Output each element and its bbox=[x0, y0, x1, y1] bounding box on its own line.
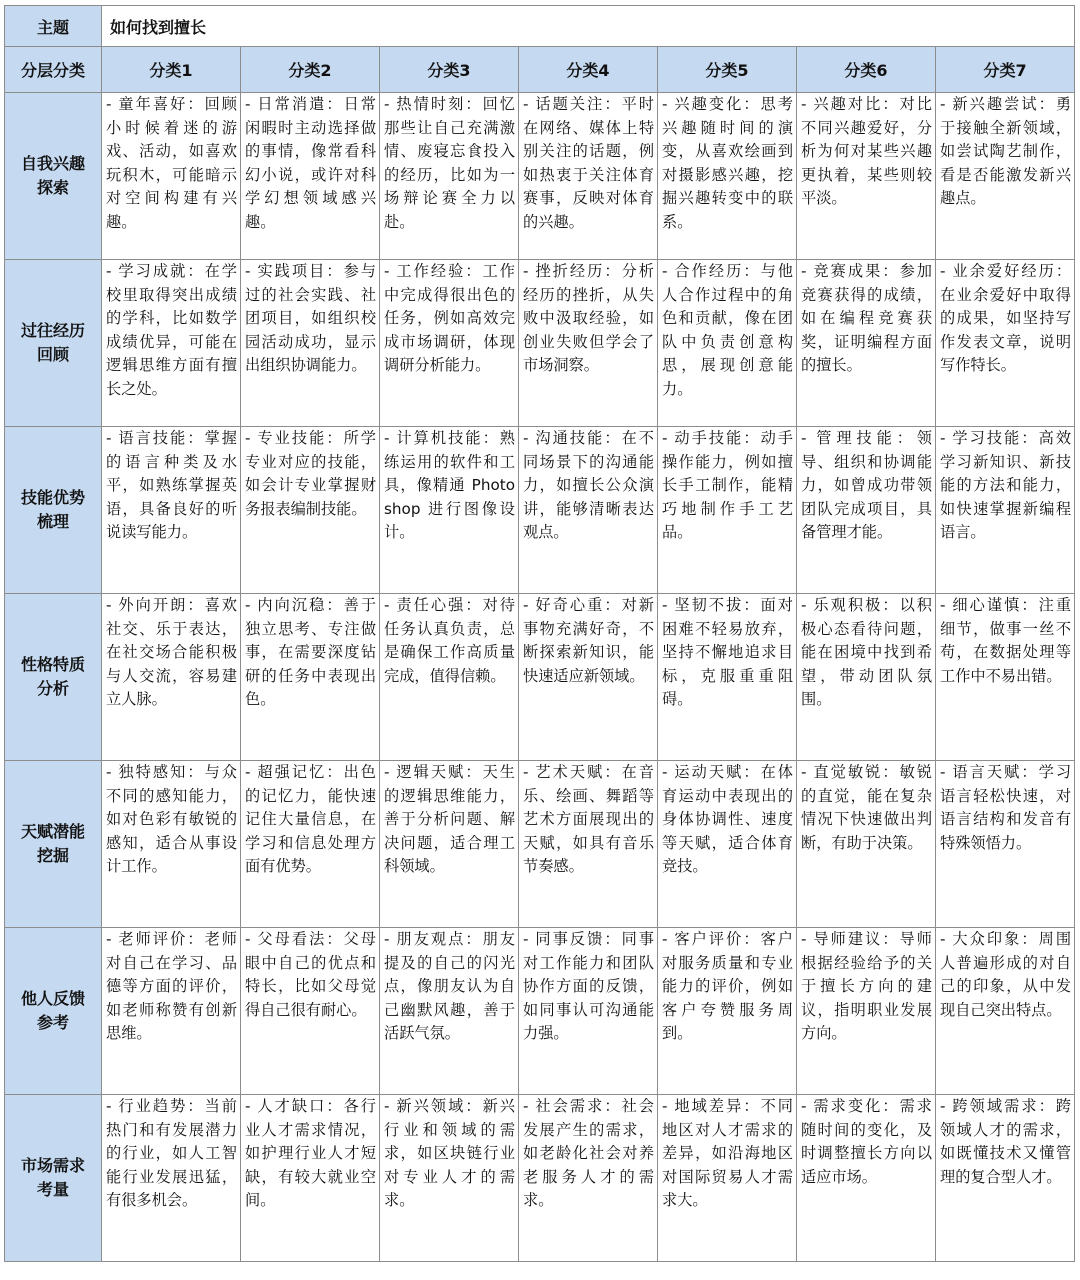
table-row bbox=[5, 93, 1075, 260]
category-header: 分类4 bbox=[519, 47, 658, 93]
row-label-line: 他人反馈 bbox=[20, 989, 85, 1008]
row-label-line: 市场需求 bbox=[20, 1156, 85, 1175]
table-cell: - 计算机技能：熟练运用的软件和工具，像精通 Photoshop 进行图像设计。 bbox=[380, 427, 519, 594]
table-cell: - 学习技能：高效学习新知识、新技能的方法和能力，如快速掌握新编程语言。 bbox=[936, 427, 1075, 594]
table-cell: - 超强记忆：出色的记忆力，能快速记住大量信息，在学习和信息处理方面有优势。 bbox=[241, 761, 380, 928]
topic-value: 如何找到擅长 bbox=[102, 6, 1075, 47]
row-label-line: 性格特质 bbox=[20, 655, 85, 674]
row-label-line: 考量 bbox=[36, 1180, 69, 1199]
table-cell: - 沟通技能：在不同场景下的沟通能力，如擅长公众演讲，能够清晰表达观点。 bbox=[519, 427, 658, 594]
table-cell: - 行业趋势：当前热门和有发展潜力的行业，如人工智能行业发展迅猛，有很多机会。 bbox=[102, 1095, 241, 1262]
table-row bbox=[5, 928, 1075, 1095]
topic-label: 主题 bbox=[5, 6, 102, 47]
table-cell: - 老师评价：老师对自己在学习、品德等方面的评价，如老师称赞有创新思维。 bbox=[102, 928, 241, 1095]
table-cell: - 导师建议：导师根据经验给予的关于擅长方向的建议，指明职业发展方向。 bbox=[797, 928, 936, 1095]
row-label-line: 参考 bbox=[36, 1013, 69, 1032]
table-cell: - 独特感知：与众不同的感知能力，如对色彩有敏锐的感知，适合从事设计工作。 bbox=[102, 761, 241, 928]
category-header: 分类7 bbox=[936, 47, 1075, 93]
table-cell: - 客户评价：客户对服务质量和专业能力的评价，例如客户夸赞服务周到。 bbox=[658, 928, 797, 1095]
table-cell: - 竞赛成果：参加竞赛获得的成绩，如在编程竞赛获奖，证明编程方面的擅长。 bbox=[797, 260, 936, 427]
table-cell: - 父母看法：父母眼中自己的优点和特长，比如父母觉得自己很有耐心。 bbox=[241, 928, 380, 1095]
table-cell: - 专业技能：所学专业对应的技能，如会计专业掌握财务报表编制技能。 bbox=[241, 427, 380, 594]
category-header-row bbox=[5, 47, 1075, 93]
table-cell: - 社会需求：社会发展产生的需求，如老龄化社会对养老服务人才的需求。 bbox=[519, 1095, 658, 1262]
table-cell: - 跨领域需求：跨领域人才的需求，如既懂技术又懂管理的复合型人才。 bbox=[936, 1095, 1075, 1262]
table-cell: - 逻辑天赋：天生的逻辑思维能力，善于分析问题、解决问题，适合理工科领域。 bbox=[380, 761, 519, 928]
topic-row bbox=[5, 6, 1075, 47]
row-label bbox=[5, 594, 102, 761]
table-cell: - 细心谨慎：注重细节，做事一丝不苟，在数据处理等工作中不易出错。 bbox=[936, 594, 1075, 761]
table-row bbox=[5, 761, 1075, 928]
table-row bbox=[5, 427, 1075, 594]
layer-label: 分层分类 bbox=[5, 47, 102, 93]
table-cell: - 学习成就：在学校里取得突出成绩的学科，比如数学成绩优异，可能在逻辑思维方面有擅长之处。 bbox=[102, 260, 241, 427]
table-cell: - 童年喜好：回顾小时候着迷的游戏、活动，如喜欢玩积木，可能暗示对空间构建有兴趣。 bbox=[102, 93, 241, 260]
row-label-line: 分析 bbox=[36, 679, 69, 698]
row-label bbox=[5, 260, 102, 427]
table-cell: - 需求变化：需求随时间的变化，及时调整擅长方向以适应市场。 bbox=[797, 1095, 936, 1262]
table-cell: - 同事反馈：同事对工作能力和团队协作方面的反馈，如同事认可沟通能力强。 bbox=[519, 928, 658, 1095]
table-cell: - 动手技能：动手操作能力，例如擅长手工制作，能精巧地制作手工艺品。 bbox=[658, 427, 797, 594]
table-cell: - 坚韧不拔：面对困难不轻易放弃，坚持不懈地追求目标，克服重重阻碍。 bbox=[658, 594, 797, 761]
table-cell: - 艺术天赋：在音乐、绘画、舞蹈等艺术方面展现出的天赋，如具有音乐节奏感。 bbox=[519, 761, 658, 928]
row-label-line: 天赋潜能 bbox=[20, 822, 85, 841]
row-label-line: 回顾 bbox=[36, 345, 69, 364]
strength-table bbox=[4, 5, 1075, 1262]
row-label-line: 梳理 bbox=[36, 512, 69, 531]
table-cell: - 兴趣变化：思考兴趣随时间的演变，从喜欢绘画到对摄影感兴趣，挖掘兴趣转变中的联系。 bbox=[658, 93, 797, 260]
table-row bbox=[5, 260, 1075, 427]
table-cell: - 运动天赋：在体育运动中表现出的身体协调性、速度等天赋，适合体育竞技。 bbox=[658, 761, 797, 928]
table-cell: - 好奇心重：对新事物充满好奇，不断探索新知识，能快速适应新领域。 bbox=[519, 594, 658, 761]
table-cell: - 朋友观点：朋友提及的自己的闪光点，像朋友认为自己幽默风趣，善于活跃气氛。 bbox=[380, 928, 519, 1095]
table-cell: - 内向沉稳：善于独立思考、专注做事，在需要深度钻研的任务中表现出色。 bbox=[241, 594, 380, 761]
table-cell: - 业余爱好经历：在业余爱好中取得的成果，如坚持写作发表文章，说明写作特长。 bbox=[936, 260, 1075, 427]
table-cell: - 乐观积极：以积极心态看待问题，能在困境中找到希望，带动团队氛围。 bbox=[797, 594, 936, 761]
row-label bbox=[5, 427, 102, 594]
table-cell: - 兴趣对比：对比不同兴趣爱好，分析为何对某些兴趣更执着，某些则较平淡。 bbox=[797, 93, 936, 260]
row-label-line: 挖掘 bbox=[36, 846, 69, 865]
table-cell: - 语言技能：掌握的语言种类及水平，如熟练掌握英语，具备良好的听说读写能力。 bbox=[102, 427, 241, 594]
row-label-line: 技能优势 bbox=[20, 488, 85, 507]
table-cell: - 话题关注：平时在网络、媒体上特别关注的话题，例如热衷于关注体育赛事，反映对体育的兴趣。 bbox=[519, 93, 658, 260]
table-cell: - 新兴领域：新兴行业和领域的需求，如区块链行业对专业人才的需求。 bbox=[380, 1095, 519, 1262]
table-cell: - 日常消遣：日常闲暇时主动选择做的事情，像常看科幻小说，或许对科学幻想领域感兴趣。 bbox=[241, 93, 380, 260]
row-label bbox=[5, 1095, 102, 1262]
table-cell: - 语言天赋：学习语言轻松快速，对语言结构和发音有特殊领悟力。 bbox=[936, 761, 1075, 928]
row-label bbox=[5, 928, 102, 1095]
table-cell: - 人才缺口：各行业人才需求情况，如护理行业人才短缺，有较大就业空间。 bbox=[241, 1095, 380, 1262]
row-label-line: 自我兴趣 bbox=[20, 154, 85, 173]
category-header: 分类5 bbox=[658, 47, 797, 93]
table-cell: - 直觉敏锐：敏锐的直觉，能在复杂情况下快速做出判断，有助于决策。 bbox=[797, 761, 936, 928]
table-cell: - 热情时刻：回忆那些让自己充满激情、废寝忘食投入的经历，比如为一场辩论赛全力以赴。 bbox=[380, 93, 519, 260]
table-cell: - 实践项目：参与过的社会实践、社团项目，如组织校园活动成功，显示出组织协调能力。 bbox=[241, 260, 380, 427]
category-header: 分类2 bbox=[241, 47, 380, 93]
table-cell: - 外向开朗：喜欢社交、乐于表达，在社交场合能积极与人交流，容易建立人脉。 bbox=[102, 594, 241, 761]
category-header: 分类6 bbox=[797, 47, 936, 93]
table-row bbox=[5, 594, 1075, 761]
row-label-line: 探索 bbox=[36, 178, 69, 197]
table-cell: - 新兴趣尝试：勇于接触全新领域，如尝试陶艺制作，看是否能激发新兴趣点。 bbox=[936, 93, 1075, 260]
table-cell: - 责任心强：对待任务认真负责，总是确保工作高质量完成，值得信赖。 bbox=[380, 594, 519, 761]
table-row bbox=[5, 1095, 1075, 1262]
row-label-line: 过往经历 bbox=[20, 321, 85, 340]
table-cell: - 大众印象：周围人普遍形成的对自己的印象，从中发现自己突出特点。 bbox=[936, 928, 1075, 1095]
table-cell: - 管理技能：领导、组织和协调能力，如曾成功带领团队完成项目，具备管理才能。 bbox=[797, 427, 936, 594]
category-header: 分类1 bbox=[102, 47, 241, 93]
table-cell: - 合作经历：与他人合作过程中的角色和贡献，像在团队中负责创意构思，展现创意能力。 bbox=[658, 260, 797, 427]
table-cell: - 挫折经历：分析经历的挫折，从失败中汲取经验，如创业失败但学会了市场洞察。 bbox=[519, 260, 658, 427]
row-label bbox=[5, 761, 102, 928]
category-header: 分类3 bbox=[380, 47, 519, 93]
row-label bbox=[5, 93, 102, 260]
strength-table-sheet bbox=[4, 5, 1074, 1262]
table-cell: - 工作经验：工作中完成得很出色的任务，例如高效完成市场调研，体现调研分析能力。 bbox=[380, 260, 519, 427]
table-cell: - 地域差异：不同地区对人才需求的差异，如沿海地区对国际贸易人才需求大。 bbox=[658, 1095, 797, 1262]
